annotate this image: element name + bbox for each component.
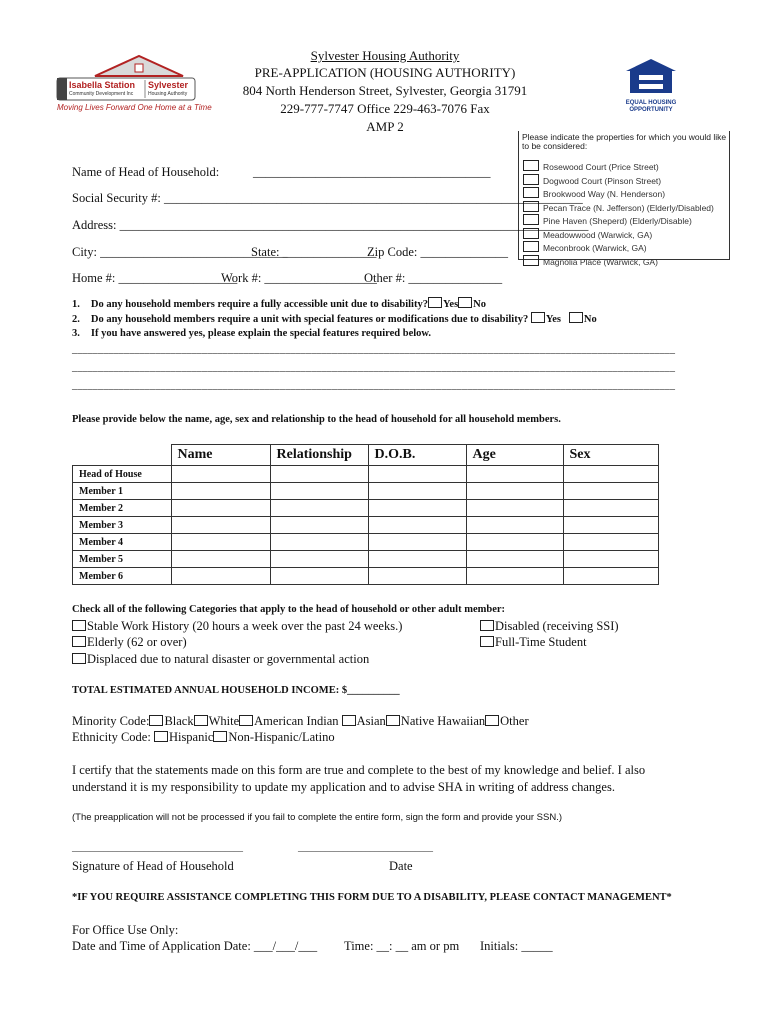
category-elderly[interactable]: Elderly (62 or over)	[72, 635, 187, 650]
name-cell[interactable]	[171, 551, 270, 568]
other-phone-field[interactable]: Other #: _______________	[364, 271, 503, 285]
category-stable-work[interactable]: Stable Work History (20 hours a week over the past 24 weeks.)	[72, 619, 402, 634]
row-label: Member 6	[73, 568, 172, 585]
minority-native-hawaiian-checkbox[interactable]	[386, 715, 400, 726]
q2-yes-checkbox[interactable]	[531, 312, 545, 323]
ssn-field[interactable]: Social Security #: ___________________________________________________________________	[72, 191, 583, 205]
explain-line-3[interactable]: ____________________________________________________________________________________________________________________	[72, 380, 676, 391]
org-name: Sylvester Housing Authority	[310, 48, 460, 63]
work-phone-field[interactable]: Work #: __________________	[221, 271, 377, 285]
q2-no-checkbox[interactable]	[569, 312, 583, 323]
head-name-field[interactable]: ______________________________________	[253, 165, 491, 179]
ethnicity-non-hispanic-checkbox[interactable]	[213, 731, 227, 742]
logo-right-sub: Housing Authority	[148, 91, 188, 97]
elderly-checkbox[interactable]	[72, 636, 86, 647]
minority-code: Minority Code: Black White American Indian Asian Native Hawaiian Other	[72, 714, 529, 728]
sex-cell[interactable]	[563, 534, 658, 551]
property-option[interactable]: Meadowwood (Warwick, GA)	[523, 228, 714, 242]
processing-notice: (The preapplication will not be processed if you fail to complete the entire form, sign the form and provide your SSN.)	[72, 812, 563, 823]
table-row	[73, 517, 659, 534]
question-1: 1. Do any household members require a fully accessible unit due to disability? Yes No	[72, 299, 486, 310]
name-cell[interactable]	[171, 568, 270, 585]
explain-line-2[interactable]: ____________________________________________________________________________________________________________________	[72, 362, 676, 373]
org-address: 804 North Henderson Street, Sylvester, Georgia 31791	[242, 83, 528, 98]
age-cell[interactable]	[466, 551, 563, 568]
assistance-notice: *IF YOU REQUIRE ASSISTANCE COMPLETING THIS FORM DUE TO A DISABILITY, PLEASE CONTACT MANAGEMENT*	[72, 892, 672, 903]
minority-black-checkbox[interactable]	[149, 715, 163, 726]
household-table	[72, 444, 659, 585]
relationship-cell[interactable]	[270, 466, 368, 483]
column-header: Sex	[563, 445, 658, 466]
dob-cell[interactable]	[368, 483, 466, 500]
name-cell[interactable]	[171, 483, 270, 500]
age-cell[interactable]	[466, 568, 563, 585]
category-disabled[interactable]: Disabled (receiving SSI)	[480, 619, 619, 634]
property-option[interactable]: Rosewood Court (Price Street)	[523, 160, 714, 174]
row-label: Member 3	[73, 517, 172, 534]
certify-line-1: I certify that the statements made on this form are true and complete to the best of my knowledge and belief. I also	[72, 763, 646, 777]
date-label: Date	[389, 859, 413, 873]
name-cell[interactable]	[171, 517, 270, 534]
logo-tagline: Moving Lives Forward One Home at a Time	[57, 103, 212, 112]
dob-cell[interactable]	[368, 534, 466, 551]
column-header: Name	[171, 445, 270, 466]
name-cell[interactable]	[171, 466, 270, 483]
age-cell[interactable]	[466, 534, 563, 551]
eho-line2: OPPORTUNITY	[629, 107, 673, 113]
form-title: PRE-APPLICATION (HOUSING AUTHORITY)	[254, 65, 516, 80]
relationship-cell[interactable]	[270, 483, 368, 500]
household-intro: Please provide below the name, age, sex and relationship to the head of household for all household members.	[72, 414, 561, 425]
org-phones: 229-777-7747 Office 229-463-7076 Fax	[280, 101, 490, 116]
home-phone-field[interactable]: Home #: ___________________	[72, 271, 238, 285]
column-header: Relationship	[270, 445, 368, 466]
row-label: Member 5	[73, 551, 172, 568]
dob-cell[interactable]	[368, 500, 466, 517]
dob-cell[interactable]	[368, 517, 466, 534]
table-row	[73, 534, 659, 551]
initials-field[interactable]: Initials: _____	[480, 939, 553, 953]
table-row	[73, 500, 659, 517]
table-corner	[73, 445, 172, 466]
sex-cell[interactable]	[563, 466, 658, 483]
logo-left-sub: Community Development Inc	[69, 91, 134, 97]
category-student[interactable]: Full-Time Student	[480, 635, 587, 650]
table-row	[73, 568, 659, 585]
property-option[interactable]: Pecan Trace (N. Jefferson) (Elderly/Disabled)	[523, 201, 714, 215]
ethnicity-code: Ethnicity Code: Hispanic Non-Hispanic/Latino	[72, 730, 335, 744]
age-cell[interactable]	[466, 517, 563, 534]
relationship-cell[interactable]	[270, 568, 368, 585]
disabled-checkbox[interactable]	[480, 620, 494, 631]
relationship-cell[interactable]	[270, 517, 368, 534]
property-checkbox[interactable]	[523, 255, 539, 266]
row-label: Member 1	[73, 483, 172, 500]
dob-cell[interactable]	[368, 551, 466, 568]
head-name-label: Name of Head of Household:	[72, 165, 220, 179]
property-option[interactable]: Dogwood Court (Pinson Street)	[523, 174, 714, 188]
property-option[interactable]: Magnolia Place (Warwick, GA)	[523, 255, 714, 269]
stable-work-checkbox[interactable]	[72, 620, 86, 631]
sex-cell[interactable]	[563, 517, 658, 534]
sex-cell[interactable]	[563, 568, 658, 585]
logo-left-name: Isabella Station	[69, 80, 136, 90]
table-row	[73, 466, 659, 483]
displaced-checkbox[interactable]	[72, 653, 86, 664]
column-header: D.O.B.	[368, 445, 466, 466]
property-checkbox[interactable]	[523, 174, 539, 185]
dob-cell[interactable]	[368, 466, 466, 483]
zip-field[interactable]: Zip Code: ______________	[367, 245, 508, 259]
office-use-title: For Office Use Only:	[72, 923, 179, 937]
property-option[interactable]: Pine Haven (Sheperd) (Elderly/Disable)	[523, 214, 714, 228]
minority-white-checkbox[interactable]	[194, 715, 208, 726]
question-3: 3. If you have answered yes, please explain the special features required below.	[72, 328, 432, 339]
age-cell[interactable]	[466, 466, 563, 483]
minority-asian-checkbox[interactable]	[342, 715, 356, 726]
property-option[interactable]: Meconbrook (Warwick, GA)	[523, 241, 714, 255]
table-row	[73, 483, 659, 500]
sex-cell[interactable]	[563, 500, 658, 517]
application-time-field[interactable]: Time: __: __ am or pm	[344, 939, 460, 953]
age-cell[interactable]	[466, 483, 563, 500]
ethnicity-hispanic-checkbox[interactable]	[154, 731, 168, 742]
equal-housing-logo	[622, 57, 680, 113]
sex-cell[interactable]	[563, 551, 658, 568]
state-field[interactable]: State: _______________	[251, 245, 377, 259]
student-checkbox[interactable]	[480, 636, 494, 647]
name-cell[interactable]	[171, 534, 270, 551]
application-date-field[interactable]: Date and Time of Application Date: ___/___/___	[72, 939, 318, 953]
question-2: 2. Do any household members require a unit with special features or modifications due to disability? Yes No	[72, 314, 597, 325]
signature-line[interactable]: ______________________________________	[72, 843, 243, 853]
row-label: Head of House	[73, 466, 172, 483]
q1-no-checkbox[interactable]	[458, 297, 472, 308]
property-option[interactable]: Brookwood Way (N. Henderson)	[523, 187, 714, 201]
relationship-cell[interactable]	[270, 534, 368, 551]
signature-label: Signature of Head of Household	[72, 859, 234, 873]
city-field[interactable]: City: ______________________________	[72, 245, 288, 259]
relationship-cell[interactable]	[270, 500, 368, 517]
minority-american-indian-checkbox[interactable]	[239, 715, 253, 726]
explain-line-1[interactable]: ____________________________________________________________________________________________________________________	[72, 344, 676, 355]
table-row	[73, 551, 659, 568]
property-checkbox[interactable]	[523, 241, 539, 252]
address-field[interactable]: Address: ___________________________________________________________________________	[72, 218, 589, 232]
sex-cell[interactable]	[563, 483, 658, 500]
annual-income-field[interactable]: TOTAL ESTIMATED ANNUAL HOUSEHOLD INCOME: $__________	[72, 685, 400, 696]
property-checkbox[interactable]	[523, 160, 539, 171]
logo-right-name: Sylvester	[148, 80, 189, 90]
date-line[interactable]: ______________________________	[298, 843, 433, 853]
properties-prompt: Please indicate the properties for which you would like to be considered:	[522, 132, 727, 151]
column-header: Age	[466, 445, 563, 466]
dob-cell[interactable]	[368, 568, 466, 585]
name-cell[interactable]	[171, 500, 270, 517]
certify-line-2: understand it is my responsibility to update my application and to advise SHA in writing of address changes.	[72, 780, 615, 794]
minority-other-checkbox[interactable]	[485, 715, 499, 726]
age-cell[interactable]	[466, 500, 563, 517]
row-label: Member 2	[73, 500, 172, 517]
categories-title: Check all of the following Categories that apply to the head of household or other adult member:	[72, 604, 506, 615]
amp-label: AMP 2	[366, 119, 404, 134]
row-label: Member 4	[73, 534, 172, 551]
equal-housing-icon	[622, 57, 680, 95]
q1-yes-checkbox[interactable]	[428, 297, 442, 308]
eho-line1: EQUAL HOUSING	[625, 100, 677, 106]
category-displaced[interactable]: Displaced due to natural disaster or governmental action	[72, 652, 369, 667]
relationship-cell[interactable]	[270, 551, 368, 568]
